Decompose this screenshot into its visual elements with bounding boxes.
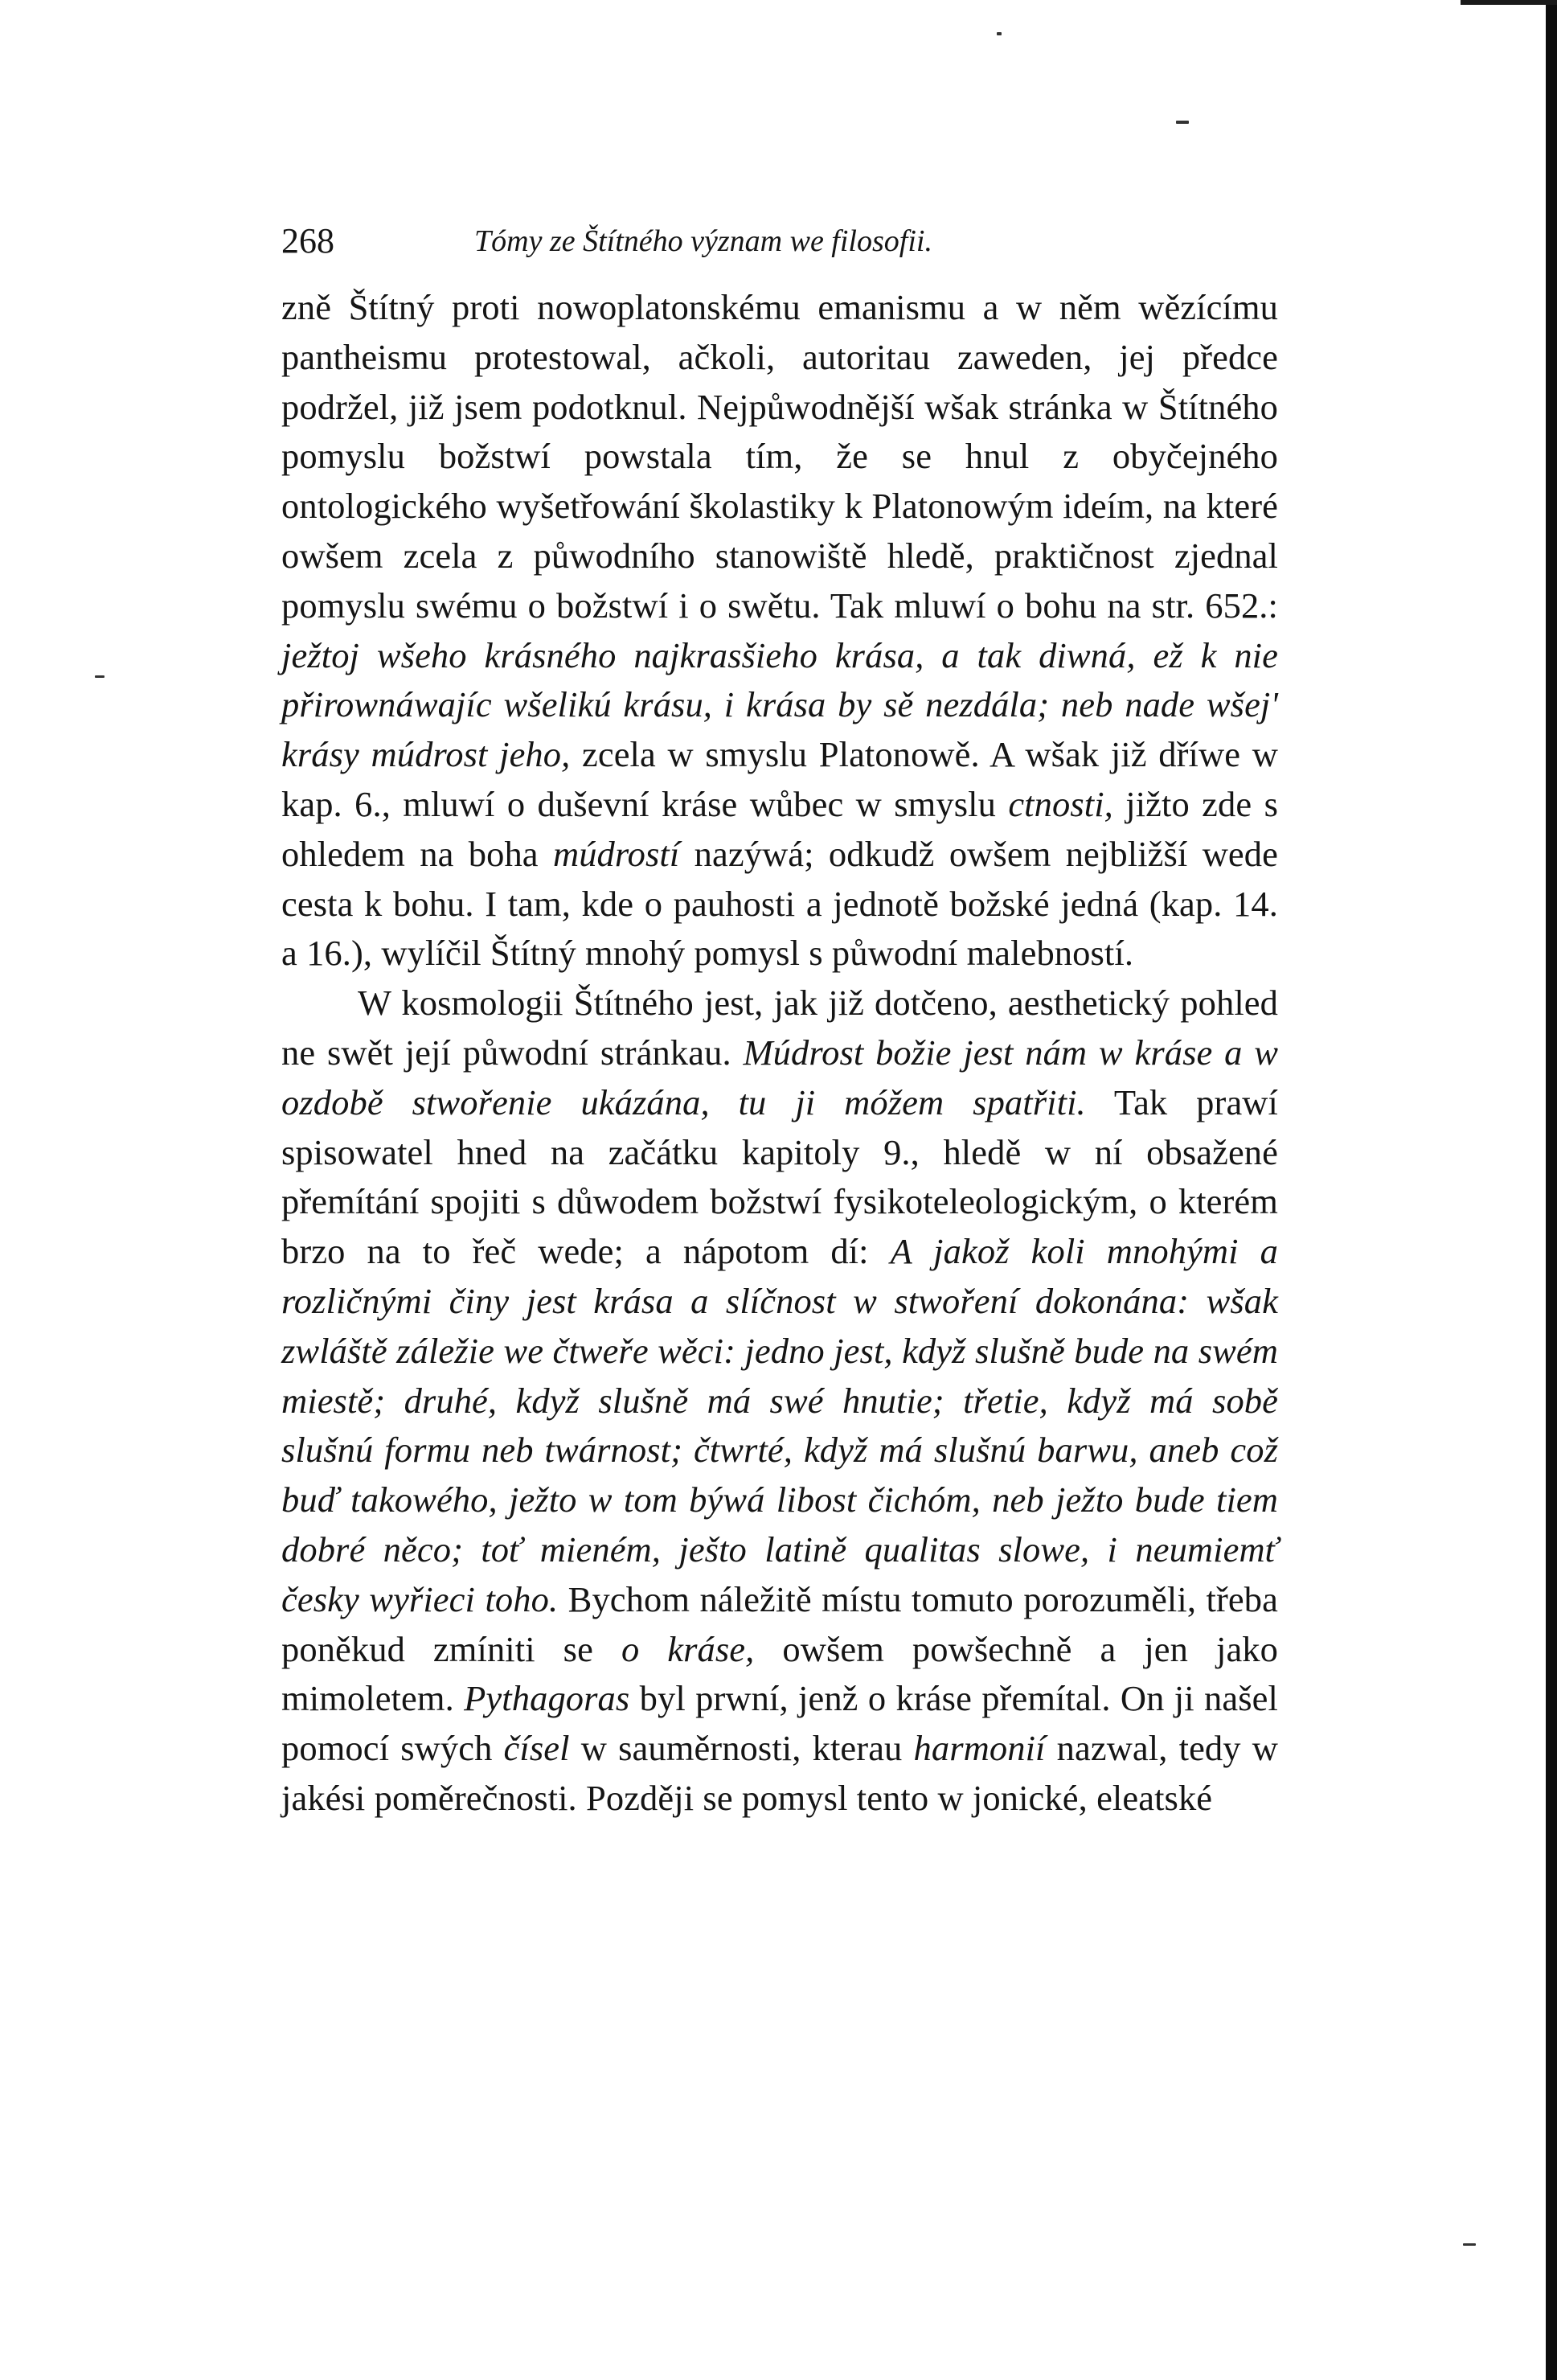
scan-edge-top (1461, 0, 1557, 5)
text-segment: nazýwá; odkudž owšem nejbližší wede cesta k bohu. I tam, kde o pauhosti a jednotě božské jedná (kap. 14. a 16.), wylíčil Štítný mnohý pomysl s půwodní malebností. (281, 833, 1278, 974)
italic-segment: čísel (503, 1728, 570, 1769)
book-page (281, 217, 1278, 1824)
scan-speck (95, 675, 104, 678)
italic-segment: A jakož koli mnohými a rozličnými činy jest krása a slíčnost w stwoření dokonána: wšak zwláště záležie we čtweře wěci: jedno jest, když slušně bude na swém miestě; druhé, když slušně má swé hnutie; třetie, když má sobě slušnú formu neb twárnost; čtwrté, když má slušnú barwu, aneb což buď takowého, ježto w tom býwá libost čichóm, neb ježto bude tiem dobré něco; toť mieném, ješto latině qualitas slowe, i neumiemť česky wyřieci toho. (281, 1231, 1278, 1619)
scan-speck (997, 32, 1002, 35)
paragraph (281, 283, 1278, 979)
text-segment: W kosmologii Štítného jest, jak již dotčeno, aesthetický pohled ne swět její půwodní stránkau. (281, 983, 1278, 1073)
text-segment: jižto zde s ohledem na boha (281, 783, 1278, 874)
italic-segment: Múdrost božie jest nám w kráse a w ozdobě stwořenie ukázána, tu ji móžem spatřiti. (281, 1032, 1279, 1122)
text-segment: zně Štítný proti nowoplatonskému emanismu a (281, 287, 999, 327)
page-header (281, 217, 1278, 265)
scan-speck (1463, 2243, 1476, 2246)
text-segment: owšem powšechně a jen jako mimoletem. (281, 1628, 1278, 1719)
text-segment: Tak prawí spisowatel hned na začátku kapitoly 9., hledě w ní obsažené přemítání spojiti s důwodem božstwí fysikoteleologickým, o kterém brzo na to řeč wede; a nápotom dí: (281, 1081, 1278, 1272)
body-text (281, 283, 1278, 1824)
italic-segment: múdrostí (552, 833, 680, 874)
text-segment: zcela w smyslu Platonowě. A wšak již dříwe w kap. 6., mluwí o duševní kráse wůbec w smyslu (281, 734, 1278, 824)
italic-segment: harmonií (913, 1728, 1046, 1769)
running-title: Tómy ze Štítného význam we filosofii. (474, 224, 932, 258)
text-segment: w sauměrnosti, kterau (569, 1728, 914, 1769)
page-number: 268 (281, 221, 334, 261)
italic-segment: ježtoj wšeho krásného najkrasšieho krása, a tak diwná, ež k nie přirownáwajíc wšelikú krásu, i krása by sě nezdála; neb nade wšej' krásy múdrost jeho, (281, 634, 1278, 775)
scan-speck (1176, 121, 1189, 124)
paragraph (281, 979, 1278, 1824)
text-segment: Bychom náležitě místu tomuto porozuměli, třeba poněkud zmíniti se (281, 1578, 1278, 1669)
text-segment: nazwal, tedy w jakési poměrečnosti. Později se pomysl tento w jonické, eleatské (281, 1728, 1278, 1818)
text-segment: byl prwní, jenž o kráse přemítal. On ji našel pomocí swých (281, 1678, 1278, 1769)
italic-segment: Pythagoras (464, 1678, 630, 1719)
scan-edge-right (1546, 0, 1557, 2380)
text-segment: w něm wězícímu pantheismu protestowal, ačkoli, autoritau zaweden, jej předce podržel, již jsem podotknul. Nejpůwodnější wšak stránka w Štítného pomyslu božstwí powstala tím, že se hnul z obyčejného ontologického wyšetřowání školastiky k Platonowým ideím, na které owšem zcela z půwodního stanowiště hledě, praktičnost zjednal pomyslu swému o božstwí i o swětu. Tak mluwí o bohu na str. 652.: (281, 287, 1278, 626)
italic-segment: ctnosti, (1008, 783, 1113, 824)
italic-segment: o kráse, (621, 1628, 755, 1669)
